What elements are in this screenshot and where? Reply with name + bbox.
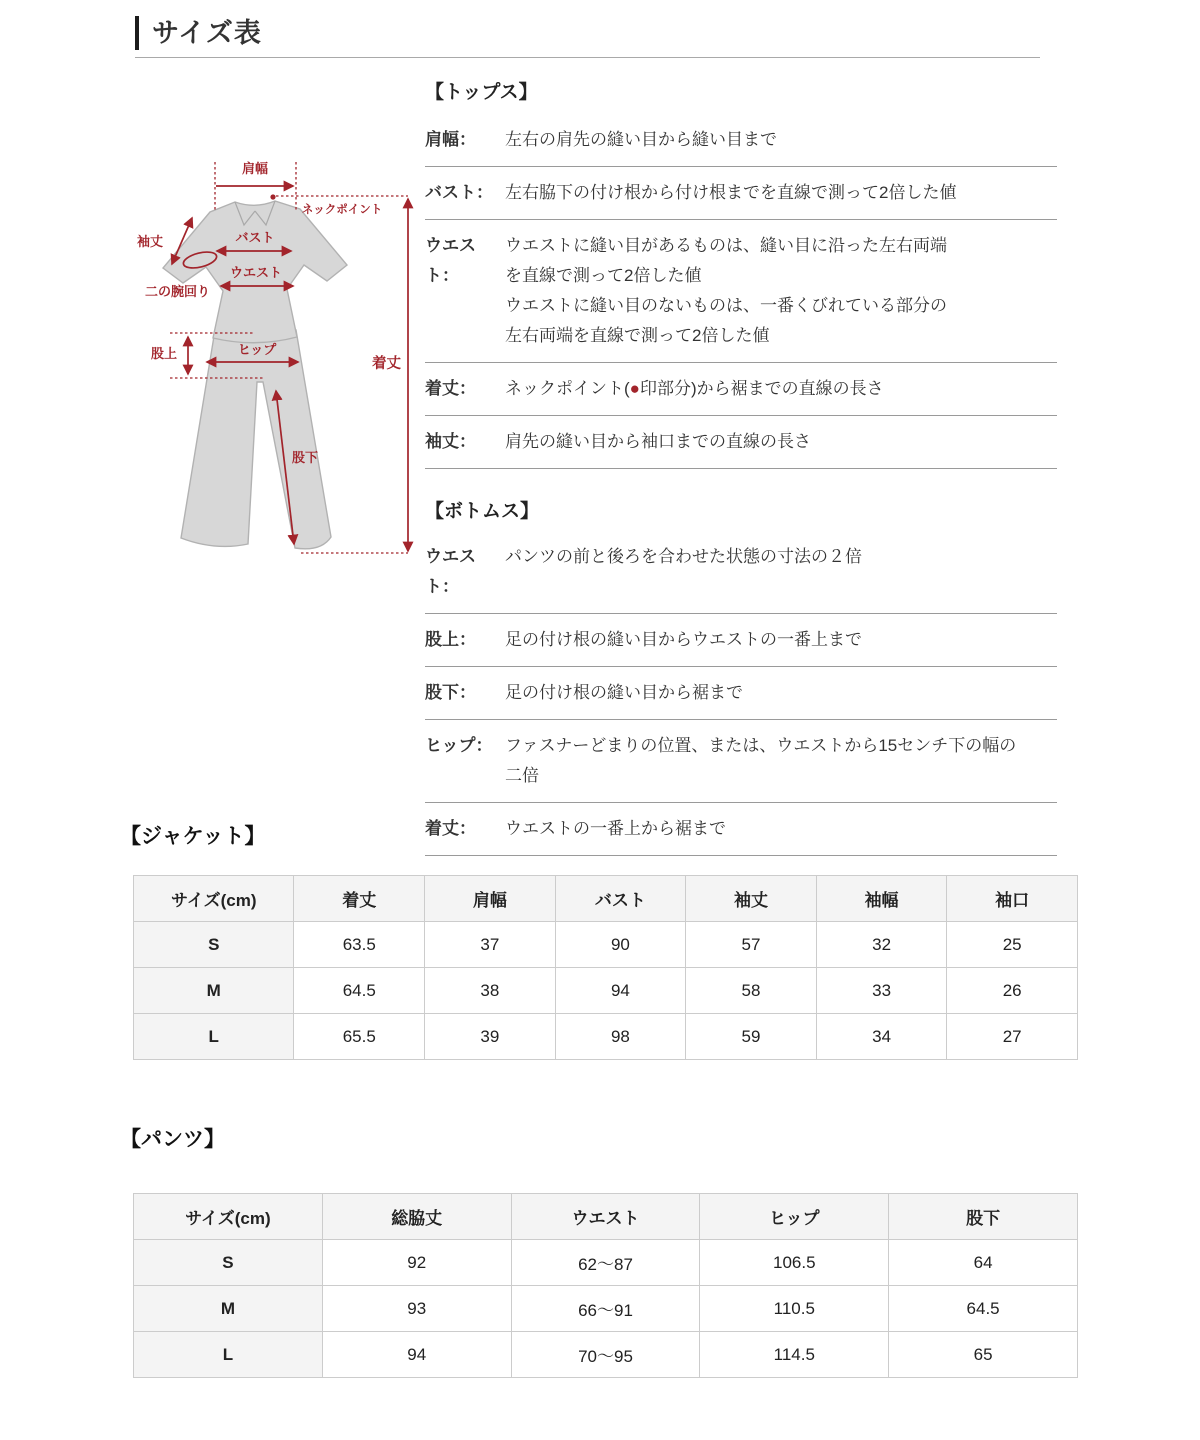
page-title: サイズ表 (135, 16, 262, 50)
size-label-cell: S (134, 922, 294, 968)
measurement-cell: 63.5 (294, 922, 425, 968)
waist-label: ウエスト (229, 265, 283, 280)
measure-description-line: 左右脇下の付け根から付け根までを直線で測って2倍した値 (505, 183, 957, 202)
table-row (134, 1240, 1078, 1286)
measure-description (505, 178, 1057, 208)
table-row (134, 1014, 1078, 1060)
measure-term: 股下： (425, 683, 476, 702)
measure-description (505, 427, 1057, 457)
measure-description-line: ウエストの一番上から裾まで (505, 819, 726, 838)
measurement-cell: 25 (947, 922, 1078, 968)
measure-definition-row (425, 720, 1057, 803)
column-header: サイズ(cm) (134, 1194, 323, 1240)
measure-description-line: ウエストに縫い目があるものは、縫い目に沿った左右両端 (505, 236, 947, 255)
column-header: サイズ(cm) (134, 876, 294, 922)
measurement-cell: 34 (816, 1014, 947, 1060)
measure-term: ウエスト： (425, 547, 476, 596)
size-label-cell: L (134, 1014, 294, 1060)
measurement-cell: 64 (889, 1240, 1078, 1286)
hip-label: ヒップ (237, 342, 277, 357)
measure-description (505, 814, 1057, 844)
column-header: バスト (555, 876, 686, 922)
measure-term: 着丈： (425, 379, 476, 398)
table-header-row (134, 1194, 1078, 1240)
measure-definition-row (425, 614, 1057, 667)
column-header: 袖口 (947, 876, 1078, 922)
inseam-label: 股下 (292, 450, 319, 465)
measure-term: 肩幅： (425, 130, 476, 149)
table-row (134, 1286, 1078, 1332)
measure-description-line: 足の付け根の縫い目から裾まで (505, 683, 743, 702)
measurement-cell: 66〜91 (511, 1286, 700, 1332)
measure-definition-row (425, 363, 1057, 416)
measurement-cell: 38 (425, 968, 556, 1014)
table-header-row (134, 876, 1078, 922)
size-label-cell: S (134, 1240, 323, 1286)
measure-description-line: 足の付け根の縫い目からウエストの一番上まで (505, 630, 862, 649)
bottoms-section-heading: 【ボトムス】 (425, 501, 540, 522)
measure-description-line: 二倍 (505, 766, 539, 785)
column-header: 袖丈 (686, 876, 817, 922)
measure-description-line: 肩先の縫い目から袖口までの直線の長さ (505, 432, 811, 451)
measure-description (505, 678, 1057, 708)
measure-term: ウエスト： (425, 236, 476, 285)
measurement-cell: 114.5 (700, 1332, 889, 1378)
table-row (134, 922, 1078, 968)
pants-table-heading: 【パンツ】 (120, 1128, 225, 1151)
measurement-cell: 93 (322, 1286, 511, 1332)
measurement-cell: 27 (947, 1014, 1078, 1060)
measure-term: 袖丈： (425, 432, 476, 451)
measurement-cell: 70〜95 (511, 1332, 700, 1378)
measure-definition-row (425, 220, 1057, 363)
column-header: ヒップ (700, 1194, 889, 1240)
neck-point-label: ネックポイント (301, 204, 383, 216)
measure-definition-row (425, 416, 1057, 469)
column-header: 股下 (889, 1194, 1078, 1240)
column-header: 肩幅 (425, 876, 556, 922)
upper-arm-label: 二の腕回り (145, 284, 211, 299)
title-divider (135, 57, 1040, 58)
measure-description-line: ウエストに縫い目のないものは、一番くびれている部分の (505, 296, 947, 315)
measure-term: 着丈： (425, 819, 476, 838)
table-row (134, 1332, 1078, 1378)
bottoms-definitions (425, 531, 1057, 856)
measurement-cell: 57 (686, 922, 817, 968)
measure-description-line: 左右両端を直線で測って2倍した値 (505, 326, 770, 345)
measurement-cell: 106.5 (700, 1240, 889, 1286)
measurement-cell: 26 (947, 968, 1078, 1014)
measurement-cell: 59 (686, 1014, 817, 1060)
measurement-cell: 32 (816, 922, 947, 968)
rise-label: 股上 (151, 346, 178, 361)
measure-description-line: ネックポイント(●印部分)から裾までの直線の長さ (505, 379, 884, 398)
measure-description (505, 731, 1057, 791)
measurement-cell: 90 (555, 922, 686, 968)
measurement-cell: 65.5 (294, 1014, 425, 1060)
tops-definitions (425, 114, 1057, 469)
measure-term: 股上： (425, 630, 476, 649)
neck-point-marker (270, 194, 275, 199)
measure-description-line: パンツの前と後ろを合わせた状態の寸法の２倍 (505, 547, 862, 566)
measure-definition-row (425, 667, 1057, 720)
measurement-cell: 37 (425, 922, 556, 968)
measure-description (505, 231, 1057, 351)
sleeve-length-label: 袖丈 (137, 234, 164, 249)
measure-definition-row (425, 167, 1057, 220)
neck-point-dot: ● (629, 379, 640, 398)
column-header: ウエスト (511, 1194, 700, 1240)
measure-description (505, 542, 1057, 602)
measurement-cell: 92 (322, 1240, 511, 1286)
measurement-cell: 39 (425, 1014, 556, 1060)
size-label-cell: M (134, 1286, 323, 1332)
column-header: 総脇丈 (322, 1194, 511, 1240)
measure-description-line: ファスナーどまりの位置、または、ウエストから15センチ下の幅の (505, 736, 1017, 755)
tops-section-heading: 【トップス】 (425, 82, 538, 103)
jacket-table-heading: 【ジャケット】 (120, 825, 266, 848)
bust-label: バスト (235, 230, 275, 245)
measure-definition-row (425, 531, 1057, 614)
measurement-cell: 58 (686, 968, 817, 1014)
table-row (134, 968, 1078, 1014)
measure-description (505, 374, 1057, 404)
length-label: 着丈 (372, 356, 401, 372)
measurement-cell: 33 (816, 968, 947, 1014)
measurement-cell: 94 (555, 968, 686, 1014)
measurement-guide (425, 80, 1057, 856)
measure-description (505, 625, 1057, 655)
pants-size-table (133, 1193, 1078, 1378)
measure-description-line: 左右の肩先の縫い目から縫い目まで (505, 130, 777, 149)
measurement-cell: 62〜87 (511, 1240, 700, 1286)
measurement-cell: 110.5 (700, 1286, 889, 1332)
column-header: 袖幅 (816, 876, 947, 922)
measurement-cell: 64.5 (889, 1286, 1078, 1332)
size-label-cell: L (134, 1332, 323, 1378)
measurement-cell: 64.5 (294, 968, 425, 1014)
measure-definition-row (425, 803, 1057, 856)
column-header: 着丈 (294, 876, 425, 922)
measurement-cell: 94 (322, 1332, 511, 1378)
measurement-cell: 65 (889, 1332, 1078, 1378)
shoulder-width-label: 肩幅 (241, 161, 269, 176)
jacket-size-table (133, 875, 1078, 1060)
measure-term: ヒップ： (425, 736, 493, 755)
measure-description (505, 125, 1057, 155)
measurement-cell: 98 (555, 1014, 686, 1060)
measure-term: バスト： (425, 183, 493, 202)
measure-definition-row (425, 114, 1057, 167)
measure-description-line: を直線で測って2倍した値 (505, 266, 702, 285)
measurement-diagram (135, 150, 420, 570)
size-label-cell: M (134, 968, 294, 1014)
